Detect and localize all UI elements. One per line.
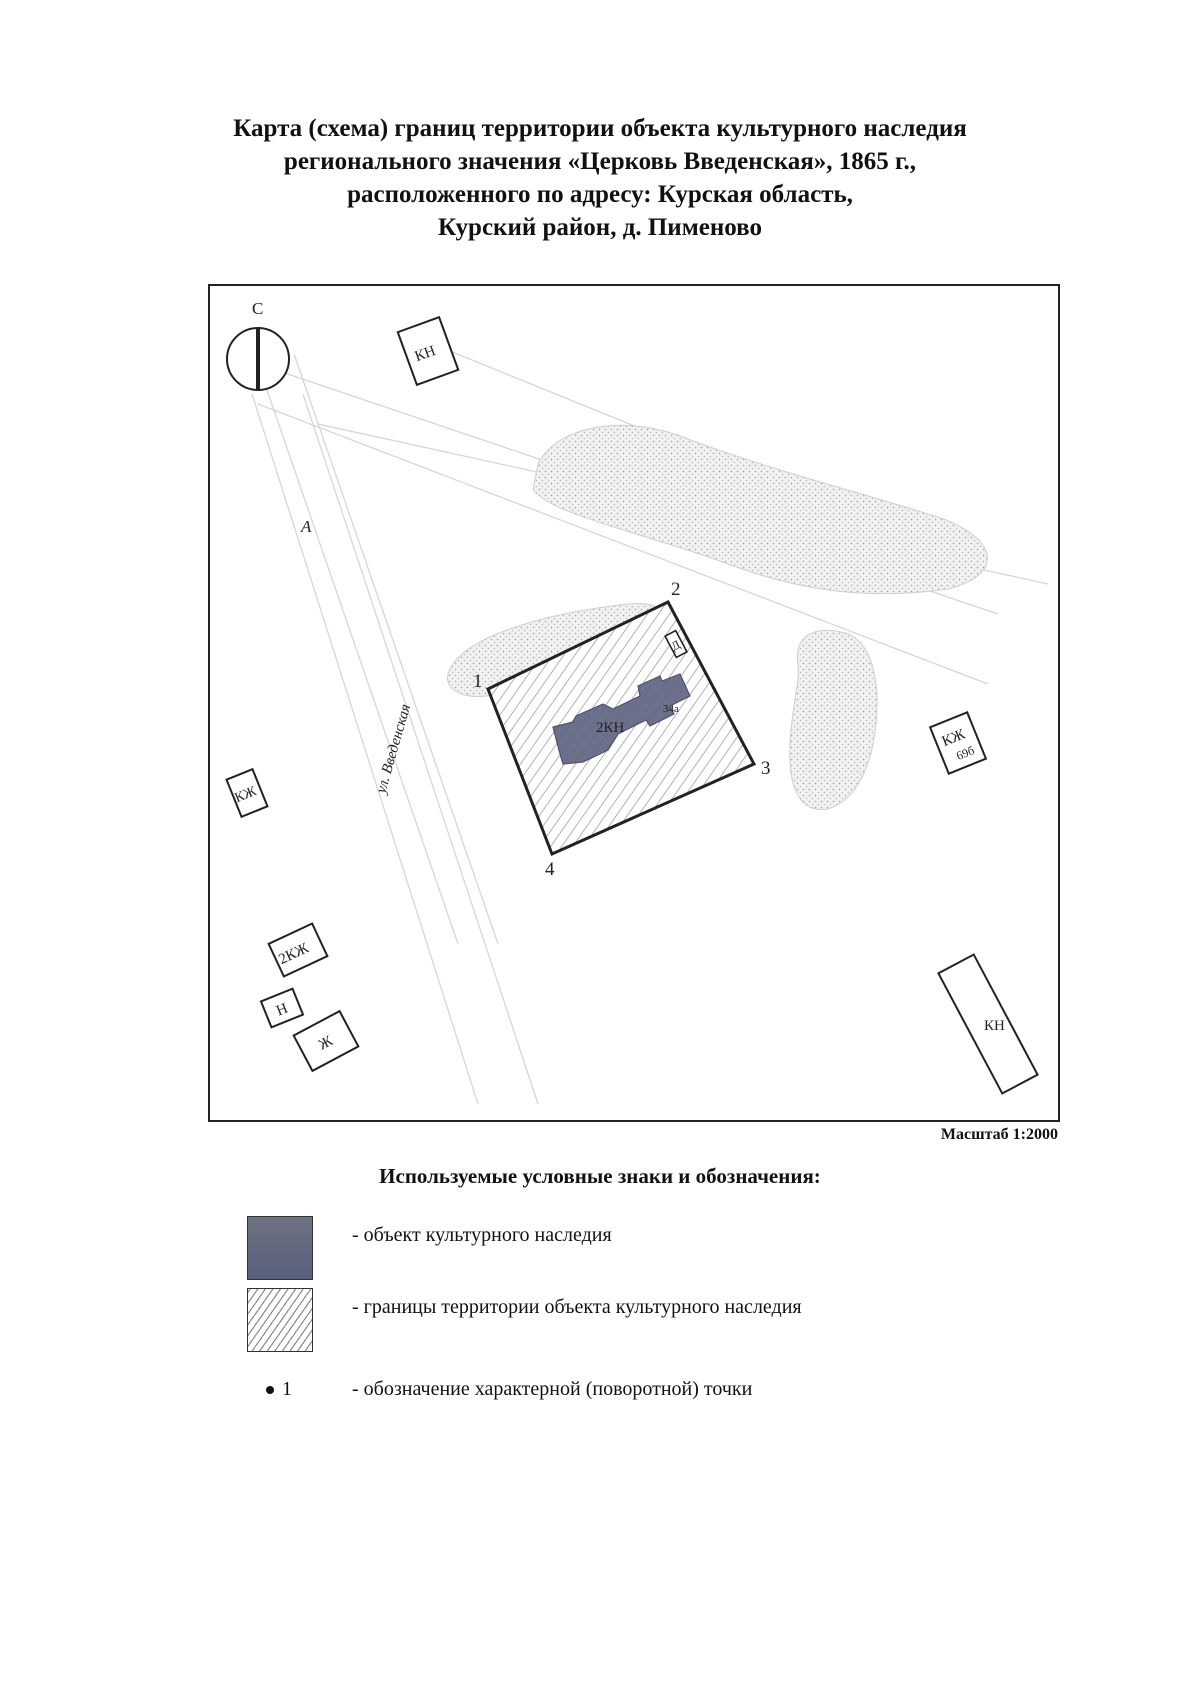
boundary-point-4: 4 xyxy=(545,859,555,880)
legend-territory-text: - границы территории объекта культурного наследия xyxy=(352,1296,802,1318)
map-scale: Масштаб 1:2000 xyxy=(940,1126,1058,1143)
legend-object-swatch xyxy=(247,1216,313,1280)
map-frame xyxy=(208,284,1060,1122)
building-left-mid-label: КЖ xyxy=(232,784,259,807)
legend-point-symbol xyxy=(266,1378,292,1401)
building-bottom-left-3-label: Ж xyxy=(316,1033,336,1054)
title-line-4: Курский район, д. Пименово xyxy=(438,214,762,241)
road-letter: А xyxy=(301,517,312,536)
legend-point-number: 1 xyxy=(282,1378,292,1400)
building-bottom-right-label: КН xyxy=(984,1018,1005,1034)
legend-point-text: - обозначение характерной (поворотной) точки xyxy=(352,1378,753,1400)
title-line-2: регионального значения «Церковь Введенская», 1865 г., xyxy=(283,148,917,175)
map-title xyxy=(150,112,1050,244)
building-bottom-left-1-label: 2КЖ xyxy=(276,940,312,968)
boundary-point-3: 3 xyxy=(761,758,771,779)
legend-title: Используемые условные знаки и обозначения: xyxy=(379,1164,821,1188)
building-right-mid-number: 69б xyxy=(954,743,977,763)
boundary-point-1: 1 xyxy=(473,671,483,692)
street-label: ул. Введенская xyxy=(373,702,415,796)
church-number: 34а xyxy=(663,703,679,715)
title-line-3: расположенного по адресу: Курская область, xyxy=(347,181,853,208)
point-dot-icon xyxy=(266,1386,274,1394)
church-label: 2КН xyxy=(596,720,625,736)
title-line-1: Карта (схема) границ территории объекта культурного наследия xyxy=(233,115,967,142)
building-bottom-left-2-label: Н xyxy=(274,1000,291,1020)
north-label: С xyxy=(252,299,264,318)
legend-territory-swatch xyxy=(247,1288,313,1352)
small-building-label: Д xyxy=(668,637,683,654)
boundary-point-2: 2 xyxy=(671,579,681,600)
legend-object-text: - объект культурного наследия xyxy=(352,1224,612,1246)
building-right-mid-label: КЖ xyxy=(939,726,968,751)
building-top-left-label: КН xyxy=(412,343,438,366)
